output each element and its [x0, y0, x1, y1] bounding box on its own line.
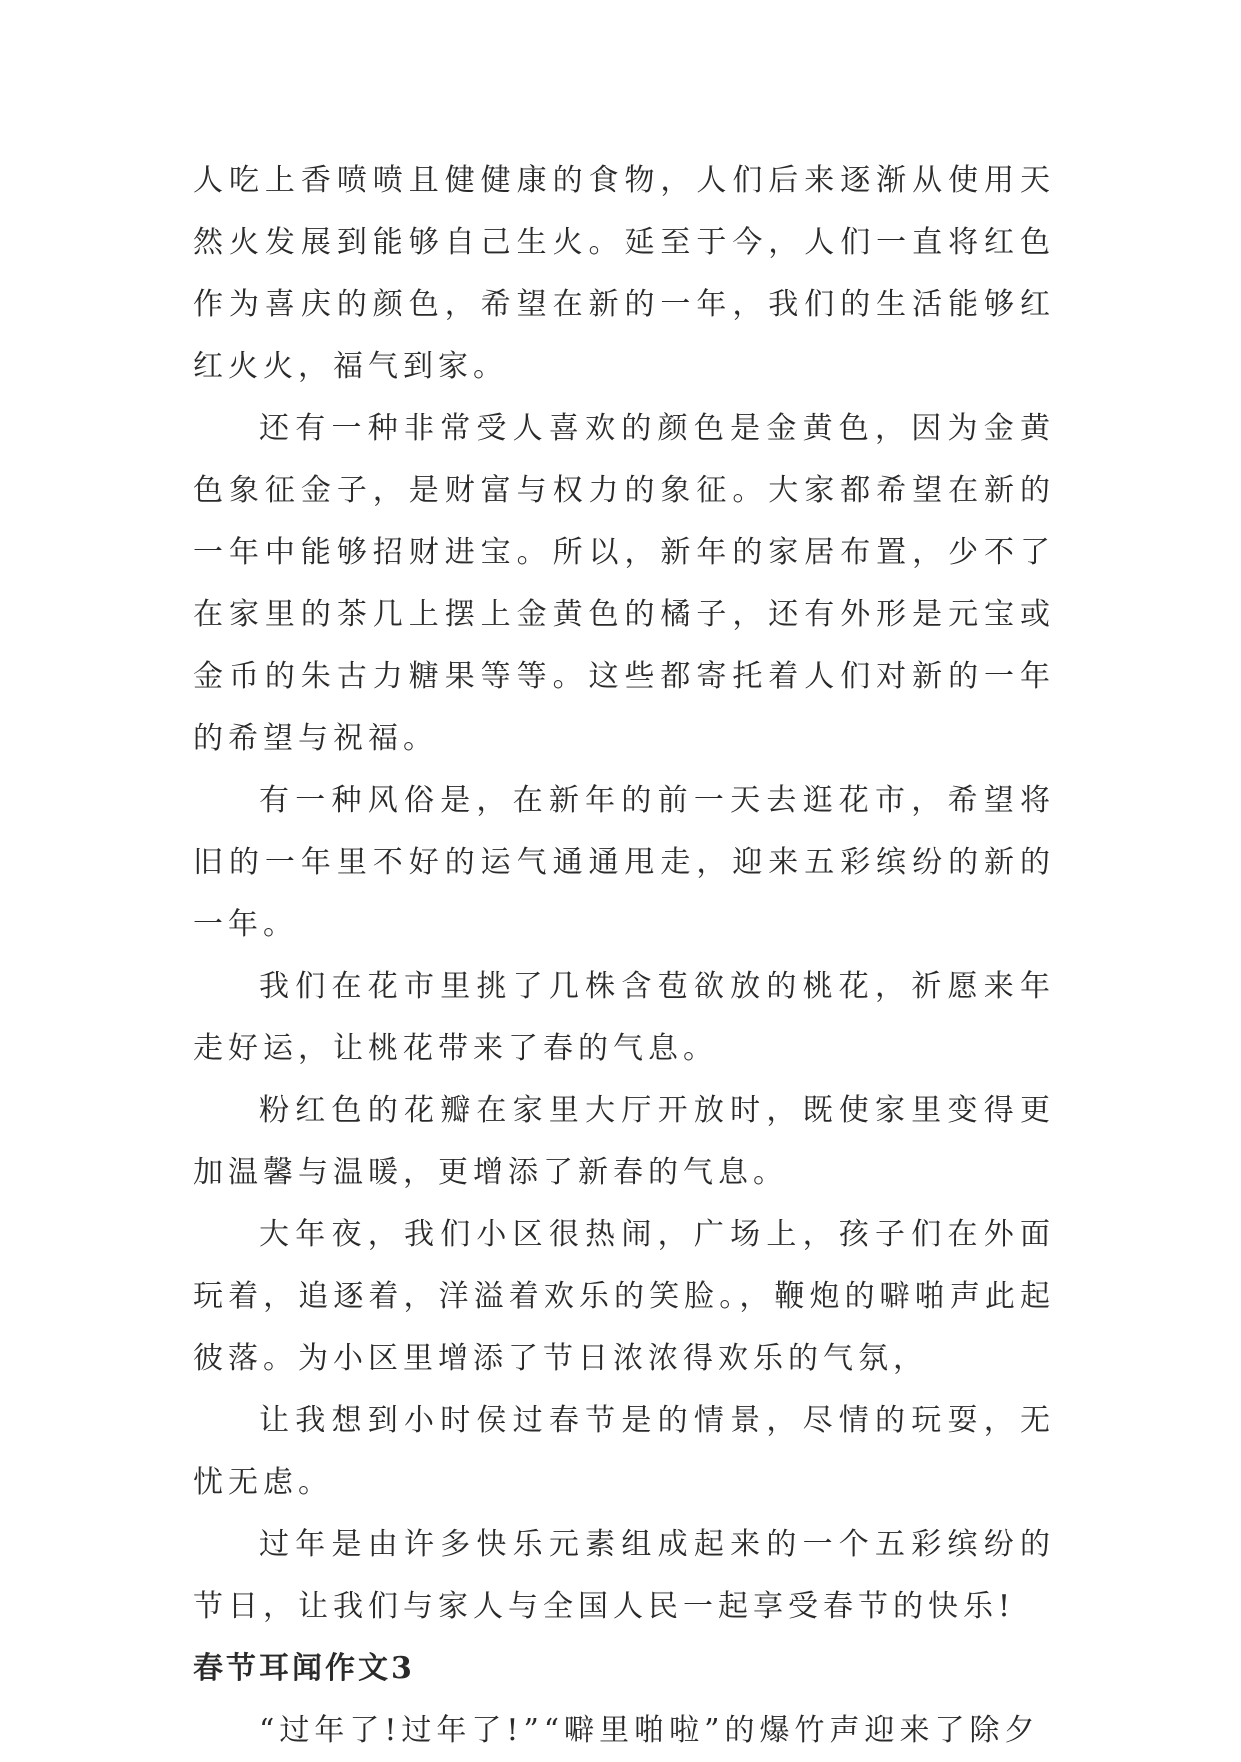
paragraph: 还有一种非常受人喜欢的颜色是金黄色，因为金黄色象征金子，是财富与权力的象征。大家都希望在新的一年中能够招财进宝。所以，新年的家居布置，少不了在家里的茶几上摆上金黄色的橘子，还有外形是元宝或金币的朱古力糖果等等。这些都寄托着人们对新的一年的希望与祝福。	[193, 411, 1055, 756]
paragraph: 让我想到小时侯过春节是的情景，尽情的玩耍，无忧无虑。	[193, 1403, 1055, 1500]
paragraph: 过年是由许多快乐元素组成起来的一个五彩缤纷的节日，让我们与家人与全国人民一起享受春节的快乐!	[193, 1527, 1055, 1624]
document-page	[193, 150, 1055, 1762]
section-heading: 春节耳闻作文3	[193, 1651, 415, 1686]
paragraph: 大年夜，我们小区很热闹，广场上，孩子们在外面玩着，追逐着，洋溢着欢乐的笑脸。，鞭炮的噼啪声此起彼落。为小区里增添了节日浓浓得欢乐的气氛，	[193, 1217, 1055, 1376]
paragraph: “过年了!过年了!”“噼里啪啦”的爆竹声迎来了除夕	[259, 1713, 1040, 1748]
paragraph: 有一种风俗是，在新年的前一天去逛花市，希望将旧的一年里不好的运气通通甩走，迎来五彩缤纷的新的一年。	[193, 783, 1055, 942]
paragraph: 粉红色的花瓣在家里大厅开放时，既使家里变得更加温馨与温暖，更增添了新春的气息。	[193, 1093, 1055, 1190]
body-text-top	[193, 150, 1055, 1638]
paragraph: 我们在花市里挑了几株含苞欲放的桃花，祈愿来年走好运，让桃花带来了春的气息。	[193, 969, 1055, 1066]
body-text-bottom	[193, 1700, 1055, 1762]
paragraph: 人吃上香喷喷且健健康的食物，人们后来逐渐从使用天然火发展到能够自己生火。延至于今，人们一直将红色作为喜庆的颜色，希望在新的一年，我们的生活能够红红火火，福气到家。	[193, 163, 1055, 384]
